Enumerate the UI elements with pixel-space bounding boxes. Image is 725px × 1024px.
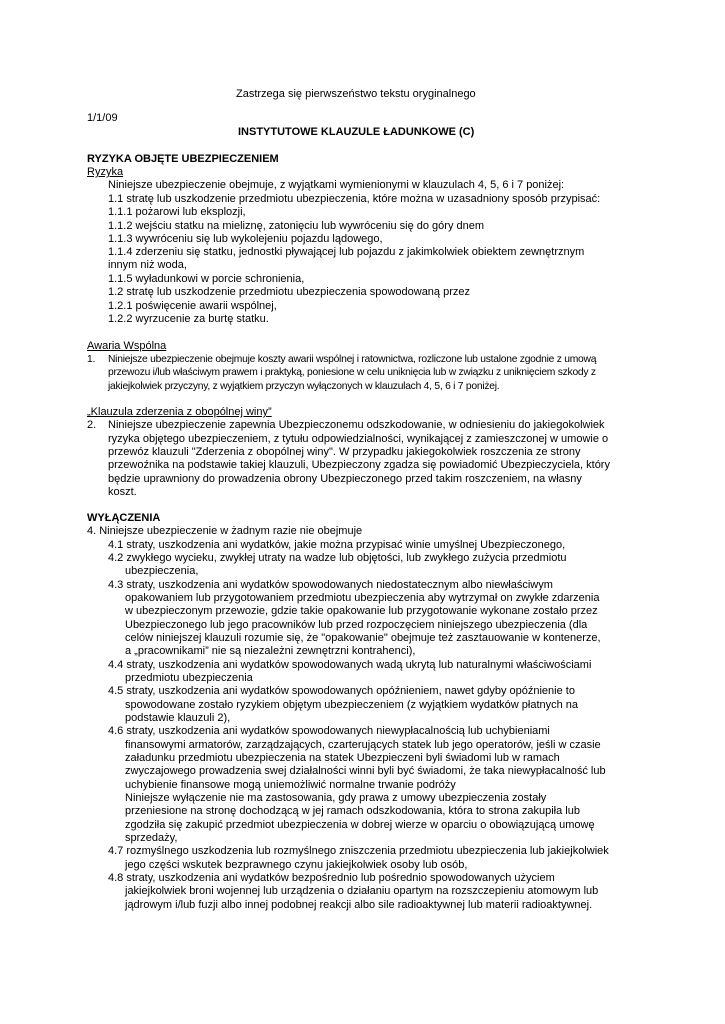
exclusions-line: zgodziła się zakupić przedmiot ubezpieczenia w dobrej wierze w oparciu o obowiązującą umowę xyxy=(125,819,595,831)
exclusions-line: Niniejsze wyłączenie nie ma zastosowania, gdy prawa z umowy ubezpieczenia zostały xyxy=(125,792,547,804)
exclusions-line: zwyczajowego prowadzenia swej działalności winni byli być świadomi, że taka niewypłacalność lub xyxy=(125,765,606,777)
risks-line: 1.1.4 zderzeniu się statku, jednostki pływającej lub pojazdu z jakimkolwiek obiektem zewnętrznym xyxy=(108,246,585,258)
original-text-note: Zastrzega się pierwszeństwo tekstu oryginalnego xyxy=(236,88,476,100)
collision-line: będzie uprawniony do prowadzenia obrony Ubezpieczonego przed takim roszczeniem, na własny xyxy=(108,473,582,485)
risks-line: 1.1.2 wejściu statku na mieliznę, zatonięciu lub wywróceniu się do góry dnem xyxy=(108,220,485,232)
general-average-line: jakiejkolwiek przyczyny, z wyjątkiem przyczyn wyłączonych w klauzulach 4, 5, 6 i 7 poniżej. xyxy=(108,381,500,392)
general-average-line: Niniejsze ubezpieczenie obejmuje koszty awarii wspólnej i ratownictwa, rozliczone lub ustalone zgodnie z umową xyxy=(108,354,597,365)
exclusions-line: 4.1 straty, uszkodzenia ani wydatków, jakie można przypisać winie umyślnej Ubezpieczonego, xyxy=(108,539,566,551)
exclusions-line: 4.4 straty, uszkodzenia ani wydatków spowodowanych wadą ukrytą lub naturalnymi właściwościami xyxy=(108,659,592,671)
exclusions-line: Ubezpieczonego lub jego pracowników lub przed rozpoczęciem niniejszego ubezpieczenia (dla xyxy=(125,619,588,631)
exclusions-line: 4.3 straty, uszkodzenia ani wydatków spowodowanych niedostatecznym albo niewłaściwym xyxy=(108,579,553,591)
risks-line: 1.1 stratę lub uszkodzenie przedmiotu ubezpieczenia, które można w uzasadniony sposób przypisać: xyxy=(108,193,601,205)
general-average-subheading: Awaria Wspólna xyxy=(87,340,167,352)
collision-line: przewóz klauzuli "Zderzenia z obopólnej winy". W przypadku jakiegokolwiek roszczenia ze strony xyxy=(108,446,581,458)
exclusions-intro: 4. Niniejsze ubezpieczenie w żadnym razie nie obejmuje xyxy=(87,525,363,537)
risks-line: 1.2 stratę lub uszkodzenie przedmiotu ubezpieczenia spowodowaną przez xyxy=(108,286,470,298)
collision-subheading: „Klauzula zderzenia z obopólnej winy” xyxy=(87,406,272,418)
exclusions-line: sprzedaży, xyxy=(125,832,178,844)
exclusions-line: celów niniejszej klauzuli rozumie się, że "opakowanie" obejmuje też zasztauowanie w kontenerze, xyxy=(125,632,601,644)
exclusions-line: 4.2 zwykłego wycieku, zwykłej utraty na wadze lub objętości, lub zwykłego zużycia przedmiotu xyxy=(108,552,567,564)
risks-line: Niniejsze ubezpieczenie obejmuje, z wyjątkami wymienionymi w klauzulach 4, 5, 6 i 7 poniżej: xyxy=(108,179,565,191)
collision-line: przewoźnika na podstawie takiej klauzuli, Ubezpieczony zgadza się powiadomić Ubezpieczyciela, który xyxy=(108,459,610,471)
exclusions-heading: WYŁĄCZENIA xyxy=(87,512,161,524)
collision-line: koszt. xyxy=(108,486,137,498)
exclusions-line: 4.5 straty, uszkodzenia ani wydatków spowodowanych opóźnieniem, nawet gdyby opóźnienie to xyxy=(108,685,575,697)
exclusions-line: a „pracownikami” nie są niezależni zewnętrzni kontrahenci), xyxy=(125,645,416,657)
exclusions-line: finansowymi armatorów, zarządzających, czarterujących statek lub jego operatorów, jeśli w czasie xyxy=(125,739,601,751)
risks-line: 1.1.3 wywróceniu się lub wykolejeniu pojazdu lądowego, xyxy=(108,233,383,245)
collision-number: 2. xyxy=(87,419,97,431)
collision-line: Niniejsze ubezpieczenie zapewnia Ubezpieczonemu odszkodowanie, w odniesieniu do jakiegokolwiek xyxy=(108,419,605,431)
exclusions-line: 4.6 straty, uszkodzenia ani wydatków spowodowanych niewypłacalnością lub uchybieniami xyxy=(108,725,550,737)
exclusions-line: przedmiotu ubezpieczenia xyxy=(125,672,253,684)
exclusions-line: podstawie klauzuli 2), xyxy=(125,712,231,724)
exclusions-line: uchybienie finansowe mogą uniemożliwić normalne trwanie podróży xyxy=(125,779,456,791)
risks-line: 1.2.1 poświęcenie awarii wspólnej, xyxy=(108,300,277,312)
exclusions-line: spowodowane zostało ryzykiem objętym ubezpieczeniem (z wyjątkiem wydatków płatnych na xyxy=(125,699,579,711)
risks-line: innym niż woda, xyxy=(108,259,187,271)
exclusions-line: opakowaniem lub przygotowaniem przedmiotu ubezpieczenia aby wytrzymał on zwykłe zdarzenia xyxy=(125,592,600,604)
general-average-line: przewozu i/lub właściwym prawem i praktyką, poniesione w celu uniknięcia lub w związku z uniknięciem szkody z xyxy=(108,367,596,378)
exclusions-line: jądrowym i/lub fuzji albo innej podobnej reakcji albo sile radioaktywnej lub materii radioaktywnej. xyxy=(125,899,593,911)
exclusions-line: jego części wskutek bezprawnego czynu jakiejkolwiek osoby lub osób, xyxy=(125,859,468,871)
document-date: 1/1/09 xyxy=(87,112,118,124)
exclusions-line: 4.8 straty, uszkodzenia ani wydatków bezpośrednio lub pośrednio spowodowanych użyciem xyxy=(108,872,555,884)
document-title: INSTYTUTOWE KLAUZULE ŁADUNKOWE (C) xyxy=(238,126,475,138)
risks-line: 1.1.1 pożarowi lub eksplozji, xyxy=(108,206,246,218)
exclusions-line: przeniesione na stronę dochodzącą w jej ramach odszkodowania, która to strona zakupiła lub xyxy=(125,805,580,817)
exclusions-line: załadunku przedmiotu ubezpieczenia na statek Ubezpieczeni byli świadomi lub w ramach xyxy=(125,752,560,764)
exclusions-line: w ubezpieczonym przewozie, gdzie takie opakowanie lub przygotowanie wykonane zostało przez xyxy=(125,605,598,617)
exclusions-line: 4.7 rozmyślnego uszkodzenia lub rozmyślnego zniszczenia przedmiotu ubezpieczenia lub jakiejkolwiek xyxy=(108,845,609,857)
general-average-number: 1. xyxy=(87,354,96,365)
exclusions-line: ubezpieczenia, xyxy=(125,565,199,577)
risks-line: 1.2.2 wyrzucenie za burtę statku. xyxy=(108,313,269,325)
risks-heading: RYZYKA OBJĘTE UBEZPIECZENIEM xyxy=(87,153,279,165)
risks-line: 1.1.5 wyładunkowi w porcie schronienia, xyxy=(108,273,305,285)
exclusions-line: jakiejkolwiek broni wojennej lub urządzenia o działaniu opartym na rozszczepieniu atomowym lub xyxy=(125,885,599,897)
risks-subheading: Ryzyka xyxy=(87,166,124,178)
collision-line: ryzyka objętego ubezpieczeniem, z tytułu odpowiedzialności, wynikającej z zamieszczonej w umowie o xyxy=(108,433,609,445)
